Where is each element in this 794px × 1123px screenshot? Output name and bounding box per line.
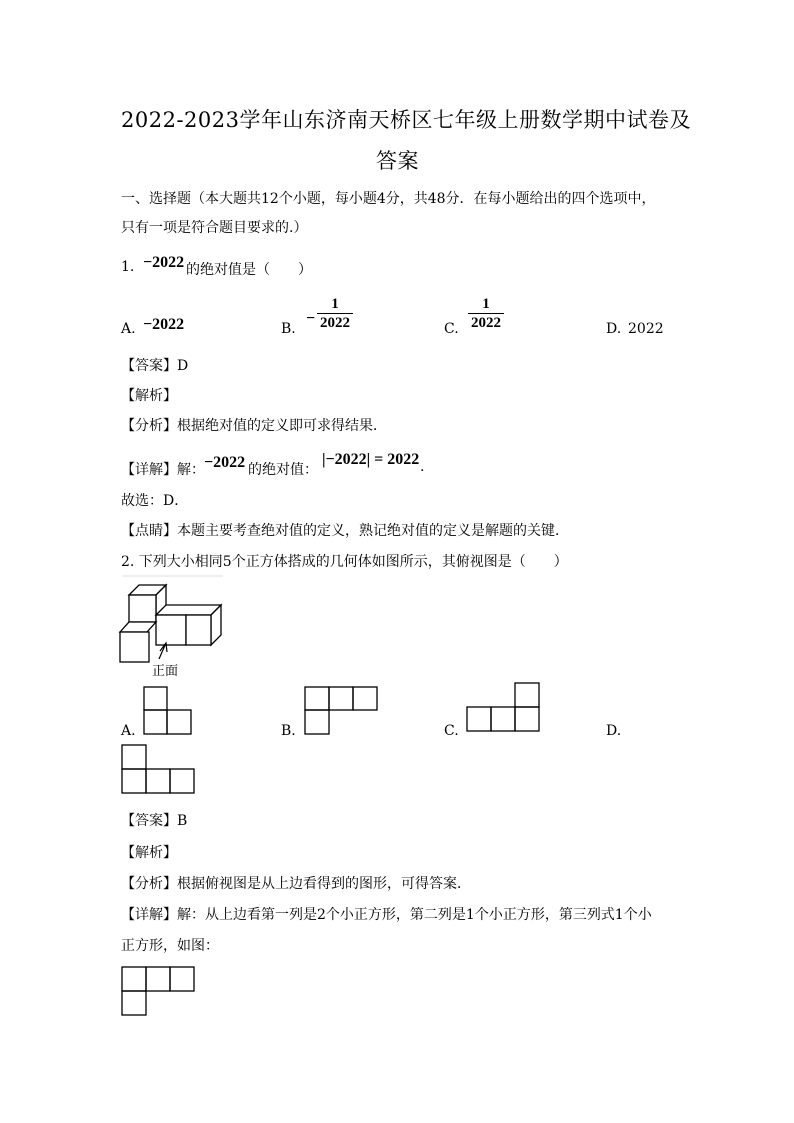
front-label: 正面 xyxy=(152,664,179,679)
q1-option-d-value: 2022 xyxy=(628,321,664,337)
fraction-bar xyxy=(317,313,353,314)
q1-option-b-sign: − xyxy=(306,310,316,327)
q1-detail-mid: 的绝对值： xyxy=(248,462,318,478)
q1-option-a-value: −2022 xyxy=(143,316,185,333)
q1-option-c-label: C. xyxy=(444,321,459,337)
q1-detail-math2: |−2022| = 2022 xyxy=(322,451,420,468)
q1-comment: 【点睛】本题主要考查绝对值的定义，熟记绝对值的定义是解题的关键． xyxy=(121,523,569,539)
q2-option-c-label: C. xyxy=(444,723,459,739)
q1-option-c-denominator: 2022 xyxy=(471,315,501,332)
q2-option-b-label: B. xyxy=(281,723,296,739)
section-heading-line1: 一、选择题（本大题共12个小题，每小题4分，共48分．在每小题给出的四个选项中， xyxy=(121,191,656,207)
q1-option-c-fraction xyxy=(468,296,504,331)
q1-option-b-fraction xyxy=(317,296,353,331)
page-title-line1: 2022-2023学年山东济南天桥区七年级上册数学期中试卷及 xyxy=(121,108,691,132)
q2-text: 2. 下列大小相同5个正方体搭成的几何体如图所示，其俯视图是（ ） xyxy=(121,554,568,570)
q2-answer-figure xyxy=(121,966,197,1018)
section-heading-line2: 只有一项是符合题目要求的.） xyxy=(121,220,308,236)
q2-option-a-label: A. xyxy=(121,723,136,739)
q1-detail-math1: −2022 xyxy=(204,454,246,471)
q1-option-d-label: D. xyxy=(606,321,622,337)
fraction-bar xyxy=(468,313,504,314)
page-title-line2: 答案 xyxy=(376,149,419,173)
q1-choose: 故选：D． xyxy=(121,493,189,509)
q1-option-b-label: B. xyxy=(281,321,296,337)
q1-detail-end: . xyxy=(420,459,425,475)
q1-option-b-denominator: 2022 xyxy=(320,315,350,332)
q2-option-d-figure xyxy=(121,744,199,796)
q2-option-c-figure xyxy=(466,682,542,734)
q1-option-b-numerator: 1 xyxy=(331,296,339,312)
q1-number: 1. xyxy=(121,259,135,275)
q1-detail-prefix: 【详解】解： xyxy=(121,462,205,478)
q2-option-a-figure xyxy=(143,686,193,736)
q2-option-d-label: D. xyxy=(606,723,622,739)
q1-answer: 【答案】D xyxy=(121,358,189,374)
q1-math: −2022 xyxy=(143,254,185,271)
q1-text: 的绝对值是（ ） xyxy=(186,262,312,278)
q2-option-b-figure xyxy=(304,686,380,736)
q2-analysis: 【分析】根据俯视图是从上边看得到的图形，可得答案． xyxy=(121,876,471,892)
q1-analysis: 【分析】根据绝对值的定义即可求得结果． xyxy=(121,418,387,434)
q1-analysis-head: 【解析】 xyxy=(121,388,177,404)
q2-answer: 【答案】B xyxy=(121,813,188,829)
q2-analysis-head: 【解析】 xyxy=(121,845,177,861)
q2-detail-line2: 正方形，如图： xyxy=(121,938,219,954)
q2-detail-line1: 【详解】解：从上边看第一列是2个小正方形，第二列是1个小正方形，第三列式1个小 xyxy=(121,907,652,923)
q1-option-c-numerator: 1 xyxy=(482,296,490,312)
q1-option-a-label: A. xyxy=(121,321,136,337)
